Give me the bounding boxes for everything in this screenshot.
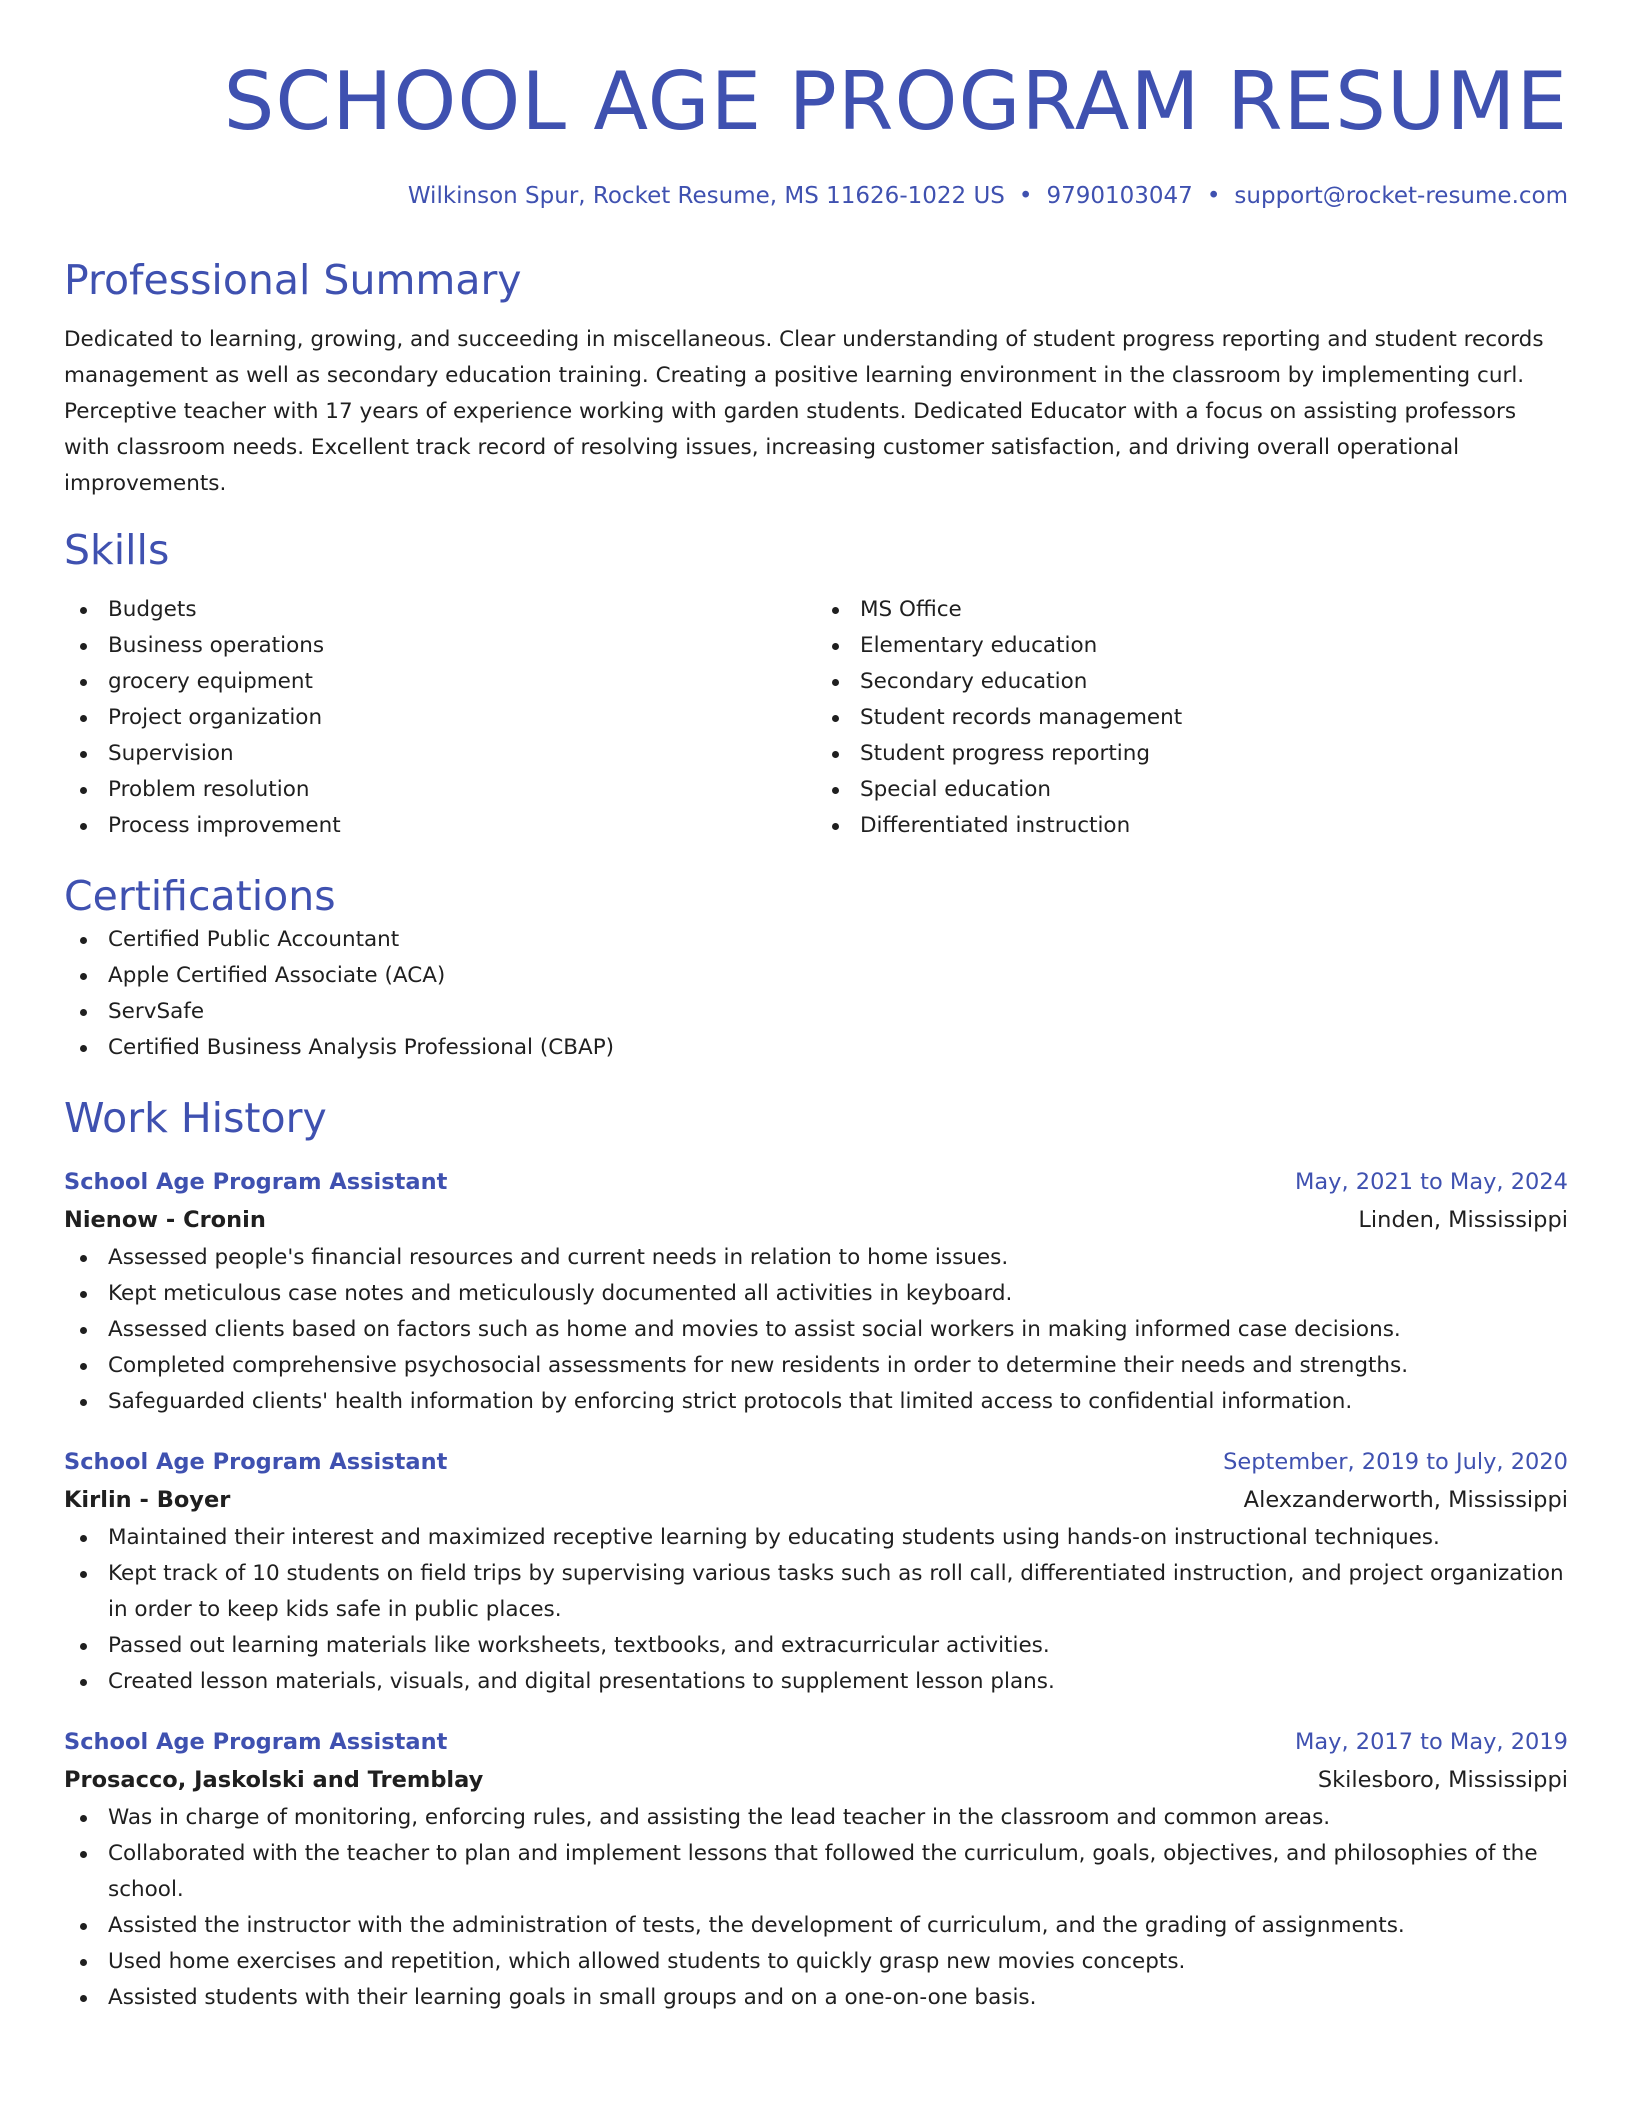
job-bullets [64, 1240, 1568, 1420]
job-entry [64, 1444, 1568, 1700]
skills-list-right [816, 592, 1568, 844]
skills-columns [64, 592, 1568, 844]
job-bullet: Created lesson materials, visuals, and digital presentations to supplement lesson plans. [64, 1664, 1568, 1700]
job-bullet: Assessed people's financial resources and current needs in relation to home issues. [64, 1240, 1568, 1276]
job-bullet: Maintained their interest and maximized receptive learning by educating students using hands-on instructional techniques. [64, 1520, 1568, 1556]
certification-item: Apple Certified Associate (ACA) [64, 958, 1568, 994]
job-dates: May, 2017 to May, 2019 [1294, 1729, 1568, 1755]
job-entry [64, 1724, 1568, 2016]
job-location: Alexzanderworth, Mississippi [1243, 1487, 1568, 1513]
bullet-icon [832, 607, 839, 614]
contact-separator: • [1018, 183, 1033, 209]
job-bullet: Used home exercises and repetition, which allowed students to quickly grasp new movies concepts. [64, 1944, 1568, 1980]
certifications-heading: Certifications [64, 872, 336, 920]
skill-item: Differentiated instruction [816, 808, 1568, 844]
bullet-icon [80, 1045, 87, 1052]
bullet-icon [832, 679, 839, 686]
skill-item: Student records management [816, 700, 1568, 736]
skill-item: Elementary education [816, 628, 1568, 664]
job-dates: May, 2021 to May, 2024 [1294, 1169, 1568, 1195]
bullet-icon [80, 1923, 87, 1930]
job-bullet: Completed comprehensive psychosocial assessments for new residents in order to determine their needs and strengths. [64, 1348, 1568, 1384]
certification-item: Certified Public Accountant [64, 922, 1568, 958]
bullet-icon [832, 823, 839, 830]
skill-item: Secondary education [816, 664, 1568, 700]
bullet-icon [80, 1851, 87, 1858]
contact-separator: • [1206, 183, 1221, 209]
skill-item: Supervision [64, 736, 816, 772]
job-location: Skilesboro, Mississippi [1317, 1767, 1568, 1793]
job-entry [64, 1164, 1568, 1420]
bullet-icon [832, 643, 839, 650]
job-bullet: Kept meticulous case notes and meticulously documented all activities in keyboard. [64, 1276, 1568, 1312]
bullet-icon [80, 1327, 87, 1334]
job-bullet: Safeguarded clients' health information by enforcing strict protocols that limited access to confidential information. [64, 1384, 1568, 1420]
bullet-icon [80, 715, 87, 722]
summary-text: Dedicated to learning, growing, and succeeding in miscellaneous. Clear understanding of student progress reporting and student records management as well as secondary education training. Creating a positive learning environment in the classroom by implementing curl. Perceptive teacher with 17 years of experience working with garden students. Dedicated Educator with a focus on assisting professors with classroom needs. Excellent track record of resolving issues, increasing customer satisfaction, and driving overall operational improvements. [64, 327, 1544, 496]
bullet-icon [80, 1363, 87, 1370]
skill-item: MS Office [816, 592, 1568, 628]
bullet-icon [80, 1571, 87, 1578]
resume-title: SCHOOL AGE PROGRAM RESUME [223, 55, 1568, 148]
job-title: School Age Program Assistant [64, 1729, 448, 1755]
skill-item: Business operations [64, 628, 816, 664]
contact-phone: 9790103047 [1046, 183, 1193, 209]
job-location: Linden, Mississippi [1358, 1207, 1568, 1233]
job-bullet: Assisted the instructor with the administration of tests, the development of curriculum, and the grading of assignments. [64, 1908, 1568, 1944]
job-bullet: Was in charge of monitoring, enforcing rules, and assisting the lead teacher in the classroom and common areas. [64, 1800, 1568, 1836]
skill-item: grocery equipment [64, 664, 816, 700]
bullet-icon [80, 751, 87, 758]
job-bullet: Passed out learning materials like worksheets, textbooks, and extracurricular activities. [64, 1628, 1568, 1664]
job-title: School Age Program Assistant [64, 1169, 448, 1195]
certifications-list [64, 922, 1568, 1066]
bullet-icon [80, 643, 87, 650]
contact-line [64, 180, 1568, 212]
bullet-icon [80, 1815, 87, 1822]
job-title: School Age Program Assistant [64, 1449, 448, 1475]
job-company: Kirlin - Boyer [64, 1487, 231, 1513]
skill-item: Special education [816, 772, 1568, 808]
bullet-icon [80, 1291, 87, 1298]
bullet-icon [80, 1255, 87, 1262]
job-bullet: Assisted students with their learning goals in small groups and on a one-on-one basis. [64, 1980, 1568, 2016]
bullet-icon [80, 1535, 87, 1542]
job-company: Nienow - Cronin [64, 1207, 266, 1233]
skill-item: Project organization [64, 700, 816, 736]
bullet-icon [80, 937, 87, 944]
bullet-icon [80, 1009, 87, 1016]
bullet-icon [832, 715, 839, 722]
job-dates: September, 2019 to July, 2020 [1223, 1449, 1568, 1475]
skills-list-left [64, 592, 816, 844]
certification-item: ServSafe [64, 994, 1568, 1030]
job-bullet: Kept track of 10 students on field trips by supervising various tasks such as roll call, differentiated instruction, and project organization in order to keep kids safe in public places. [64, 1556, 1568, 1628]
bullet-icon [80, 679, 87, 686]
skill-item: Process improvement [64, 808, 816, 844]
job-bullets [64, 1800, 1568, 2016]
summary-heading: Professional Summary [64, 256, 522, 304]
certification-item: Certified Business Analysis Professional (CBAP) [64, 1030, 1568, 1066]
bullet-icon [80, 1679, 87, 1686]
skill-item: Budgets [64, 592, 816, 628]
bullet-icon [80, 787, 87, 794]
bullet-icon [80, 1959, 87, 1966]
bullet-icon [832, 751, 839, 758]
skill-item: Problem resolution [64, 772, 816, 808]
contact-email: support@rocket-resume.com [1234, 183, 1568, 209]
job-company: Prosacco, Jaskolski and Tremblay [64, 1767, 484, 1793]
job-bullets [64, 1520, 1568, 1700]
bullet-icon [80, 973, 87, 980]
contact-address: Wilkinson Spur, Rocket Resume, MS 11626-1022 US [407, 183, 1005, 209]
job-bullet: Assessed clients based on factors such as home and movies to assist social workers in making informed case decisions. [64, 1312, 1568, 1348]
job-bullet: Collaborated with the teacher to plan and implement lessons that followed the curriculum, goals, objectives, and philosophies of the school. [64, 1836, 1568, 1908]
bullet-icon [80, 1399, 87, 1406]
bullet-icon [80, 823, 87, 830]
bullet-icon [80, 607, 87, 614]
skills-heading: Skills [64, 526, 170, 574]
bullet-icon [80, 1643, 87, 1650]
bullet-icon [832, 787, 839, 794]
work-history-heading: Work History [64, 1094, 327, 1142]
bullet-icon [80, 1995, 87, 2002]
skill-item: Student progress reporting [816, 736, 1568, 772]
